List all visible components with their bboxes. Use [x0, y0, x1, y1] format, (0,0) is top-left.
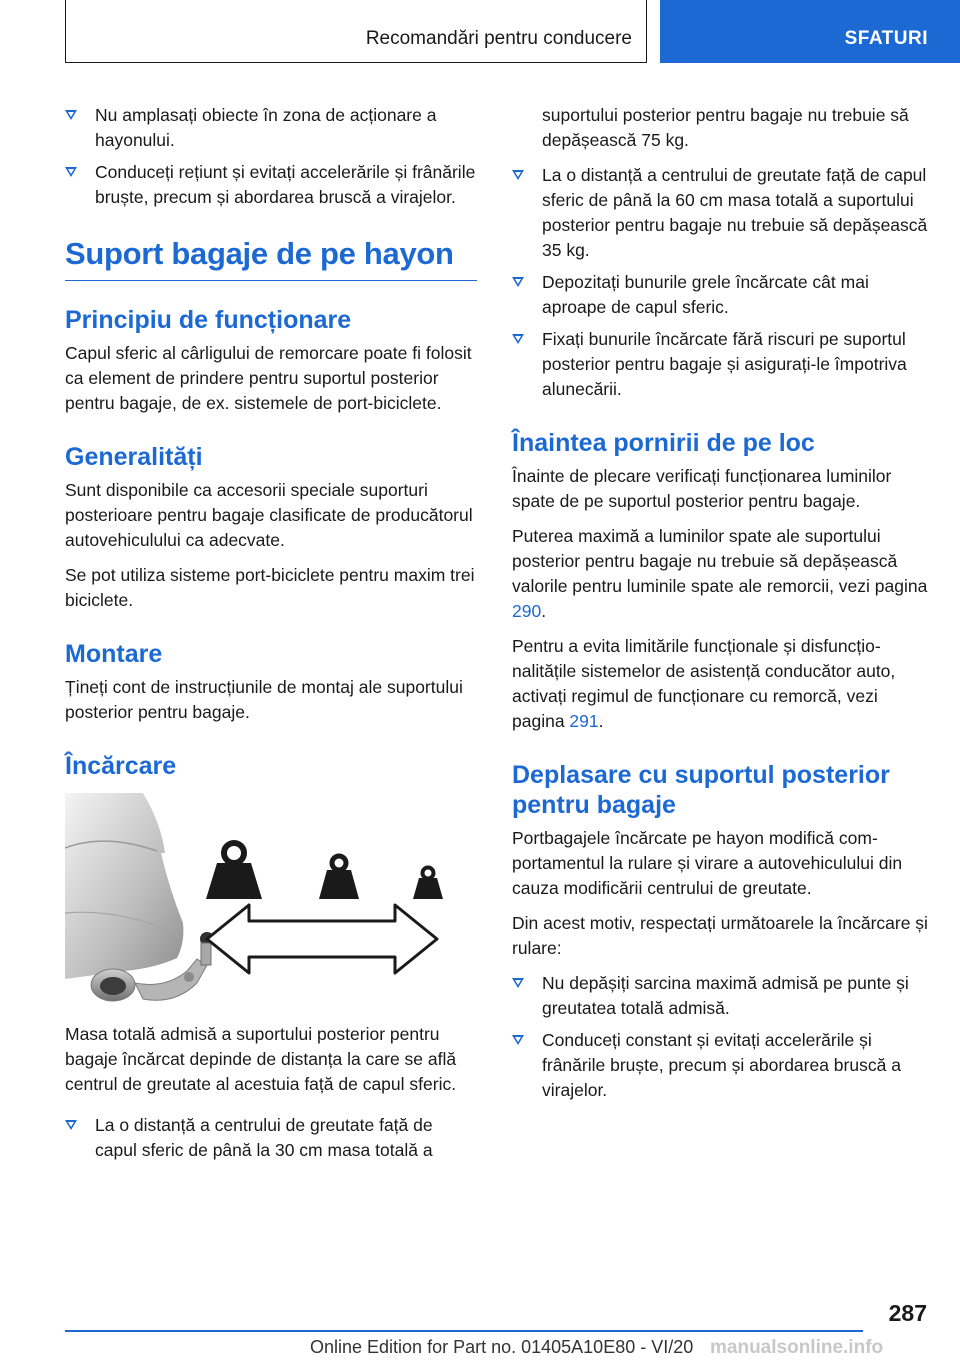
page-title: Suport bagaje de pe hayon [65, 236, 477, 281]
bullet-list-right-2 [512, 971, 928, 1103]
paragraph-drive-1: Portbagajele încărcate pe hayon modifică comportamentul la rulare și virare a autovehiculului din cauza modificării centrului de greutate. [512, 828, 903, 898]
heading-principle: Principiu de funcționare [65, 306, 352, 334]
bullet-triangle-icon [65, 110, 77, 120]
bullet-triangle-icon [65, 1120, 77, 1130]
paragraph-general-1: Sunt disponibile ca accesorii speciale suporturi posterioare pentru bagaje clasificate de producătorul autovehiculului ca adecvate. [65, 480, 473, 550]
paragraph-continued: suportului posterior pentru bagaje nu trebuie să depășească 75 kg. [542, 105, 909, 150]
bullet-list-top [65, 103, 477, 210]
bullet-triangle-icon [512, 334, 524, 344]
bullet-triangle-icon [65, 167, 77, 177]
left-column [65, 103, 477, 1173]
footer-divider [65, 1330, 863, 1332]
header-section-title: Recomandări pentru conducere [365, 28, 632, 49]
heading-before-start: Înaintea pornirii de pe loc [512, 429, 815, 457]
bullet-triangle-icon [512, 978, 524, 988]
paragraph-load: Masa totală admisă a suportului posterior pentru bagaje încărcat depinde de distanța la care se află centrul de greutate al acestuia față de capul sferic. [65, 1024, 457, 1094]
list-item: Nu amplasați obiecte în zona de acționare a hayonului. [65, 103, 477, 153]
footer-watermark: manualsonline.info [710, 1337, 884, 1358]
header-chapter-tab[interactable] [660, 0, 960, 63]
tow-hitch-weights-image [65, 793, 477, 1008]
paragraph-drive-2: Din acest motiv, respectați următoarele la încărcare și rulare: [512, 913, 928, 958]
list-item: La o distanță a centrului de greutate față de capul sferic de până la 60 cm masa totală a suportului posterior pentru bagaje nu trebuie să depășească 35 kg. [512, 163, 928, 263]
footer-edition: Online Edition for Part no. 01405A10E80 - VI/20 [310, 1337, 694, 1357]
paragraph-start-2: Puterea maximă a luminilor spate ale suportului posterior pentru bagaje nu trebuie să depășească valorile pentru luminile spate ale remorcii, vezi pagina 290. [512, 526, 928, 621]
heading-load: Încărcare [65, 752, 177, 780]
list-item: Fixați bunurile încărcate fără riscuri pe suportul posterior pentru bagaje și asigurați-le împotriva alunecării. [512, 327, 928, 402]
paragraph-start-3: Pentru a evita limitările funcționale și disfuncționalitățile sistemelor de asistență conducător auto, activați regimul de funcționare cu remorcă, vezi pagina 291. [512, 636, 896, 731]
page-number: 287 [888, 1300, 927, 1326]
weight-large-icon [206, 843, 262, 899]
load-distance-illustration [65, 793, 477, 1008]
right-column [512, 103, 928, 1113]
weight-small-icon [413, 868, 443, 900]
heading-general: Generalități [65, 443, 203, 471]
bullet-triangle-icon [512, 277, 524, 287]
list-item: Depozitați bunurile grele încărcate cât mai aproape de capul sferic. [512, 270, 928, 320]
page-link-291[interactable]: 291 [569, 711, 599, 731]
header-section-box [65, 0, 647, 63]
paragraph-mount: Țineți cont de instrucțiunile de montaj ale suportului posterior pentru bagaje. [65, 677, 463, 722]
page-link-290[interactable]: 290 [512, 601, 542, 621]
weight-medium-icon [319, 856, 359, 899]
paragraph-principle: Capul sferic al cârligului de remorcare poate fi folosit ca element de prindere pentru suportul posterior pentru bagaje, de ex. sistemele de port-biciclete. [65, 343, 472, 413]
bullet-list-bottom [65, 1113, 477, 1163]
header-chapter-label: SFATURI [844, 28, 928, 49]
list-item: Conduceți rețiunt și evitați accelerările și frânările bruște, precum și abordarea bruscă a virajelor. [65, 160, 477, 210]
paragraph-general-2: Se pot utiliza sisteme port-biciclete pentru maxim trei biciclete. [65, 565, 475, 610]
bullet-triangle-icon [512, 170, 524, 180]
distance-arrow [207, 905, 437, 973]
heading-driving: Deplasare cu suportul posterior pentru bagaje [512, 761, 890, 819]
paragraph-start-1: Înainte de plecare verificați funcționarea luminilor spate de pe suportul posterior pentru bagaje. [512, 466, 892, 511]
list-item: Nu depășiți sarcina maximă admisă pe punte și greutatea totală admisă. [512, 971, 928, 1021]
car-rear-shape [65, 793, 183, 979]
list-item: La o distanță a centrului de greutate față de capul sferic de până la 30 cm masa totală a [65, 1113, 477, 1163]
bullet-triangle-icon [512, 1035, 524, 1045]
heading-mount: Montare [65, 640, 163, 668]
bullet-list-right-1 [512, 163, 928, 402]
list-item: Conduceți constant și evitați accelerările și frânările bruște, precum și abordarea bruscă a virajelor. [512, 1028, 928, 1103]
